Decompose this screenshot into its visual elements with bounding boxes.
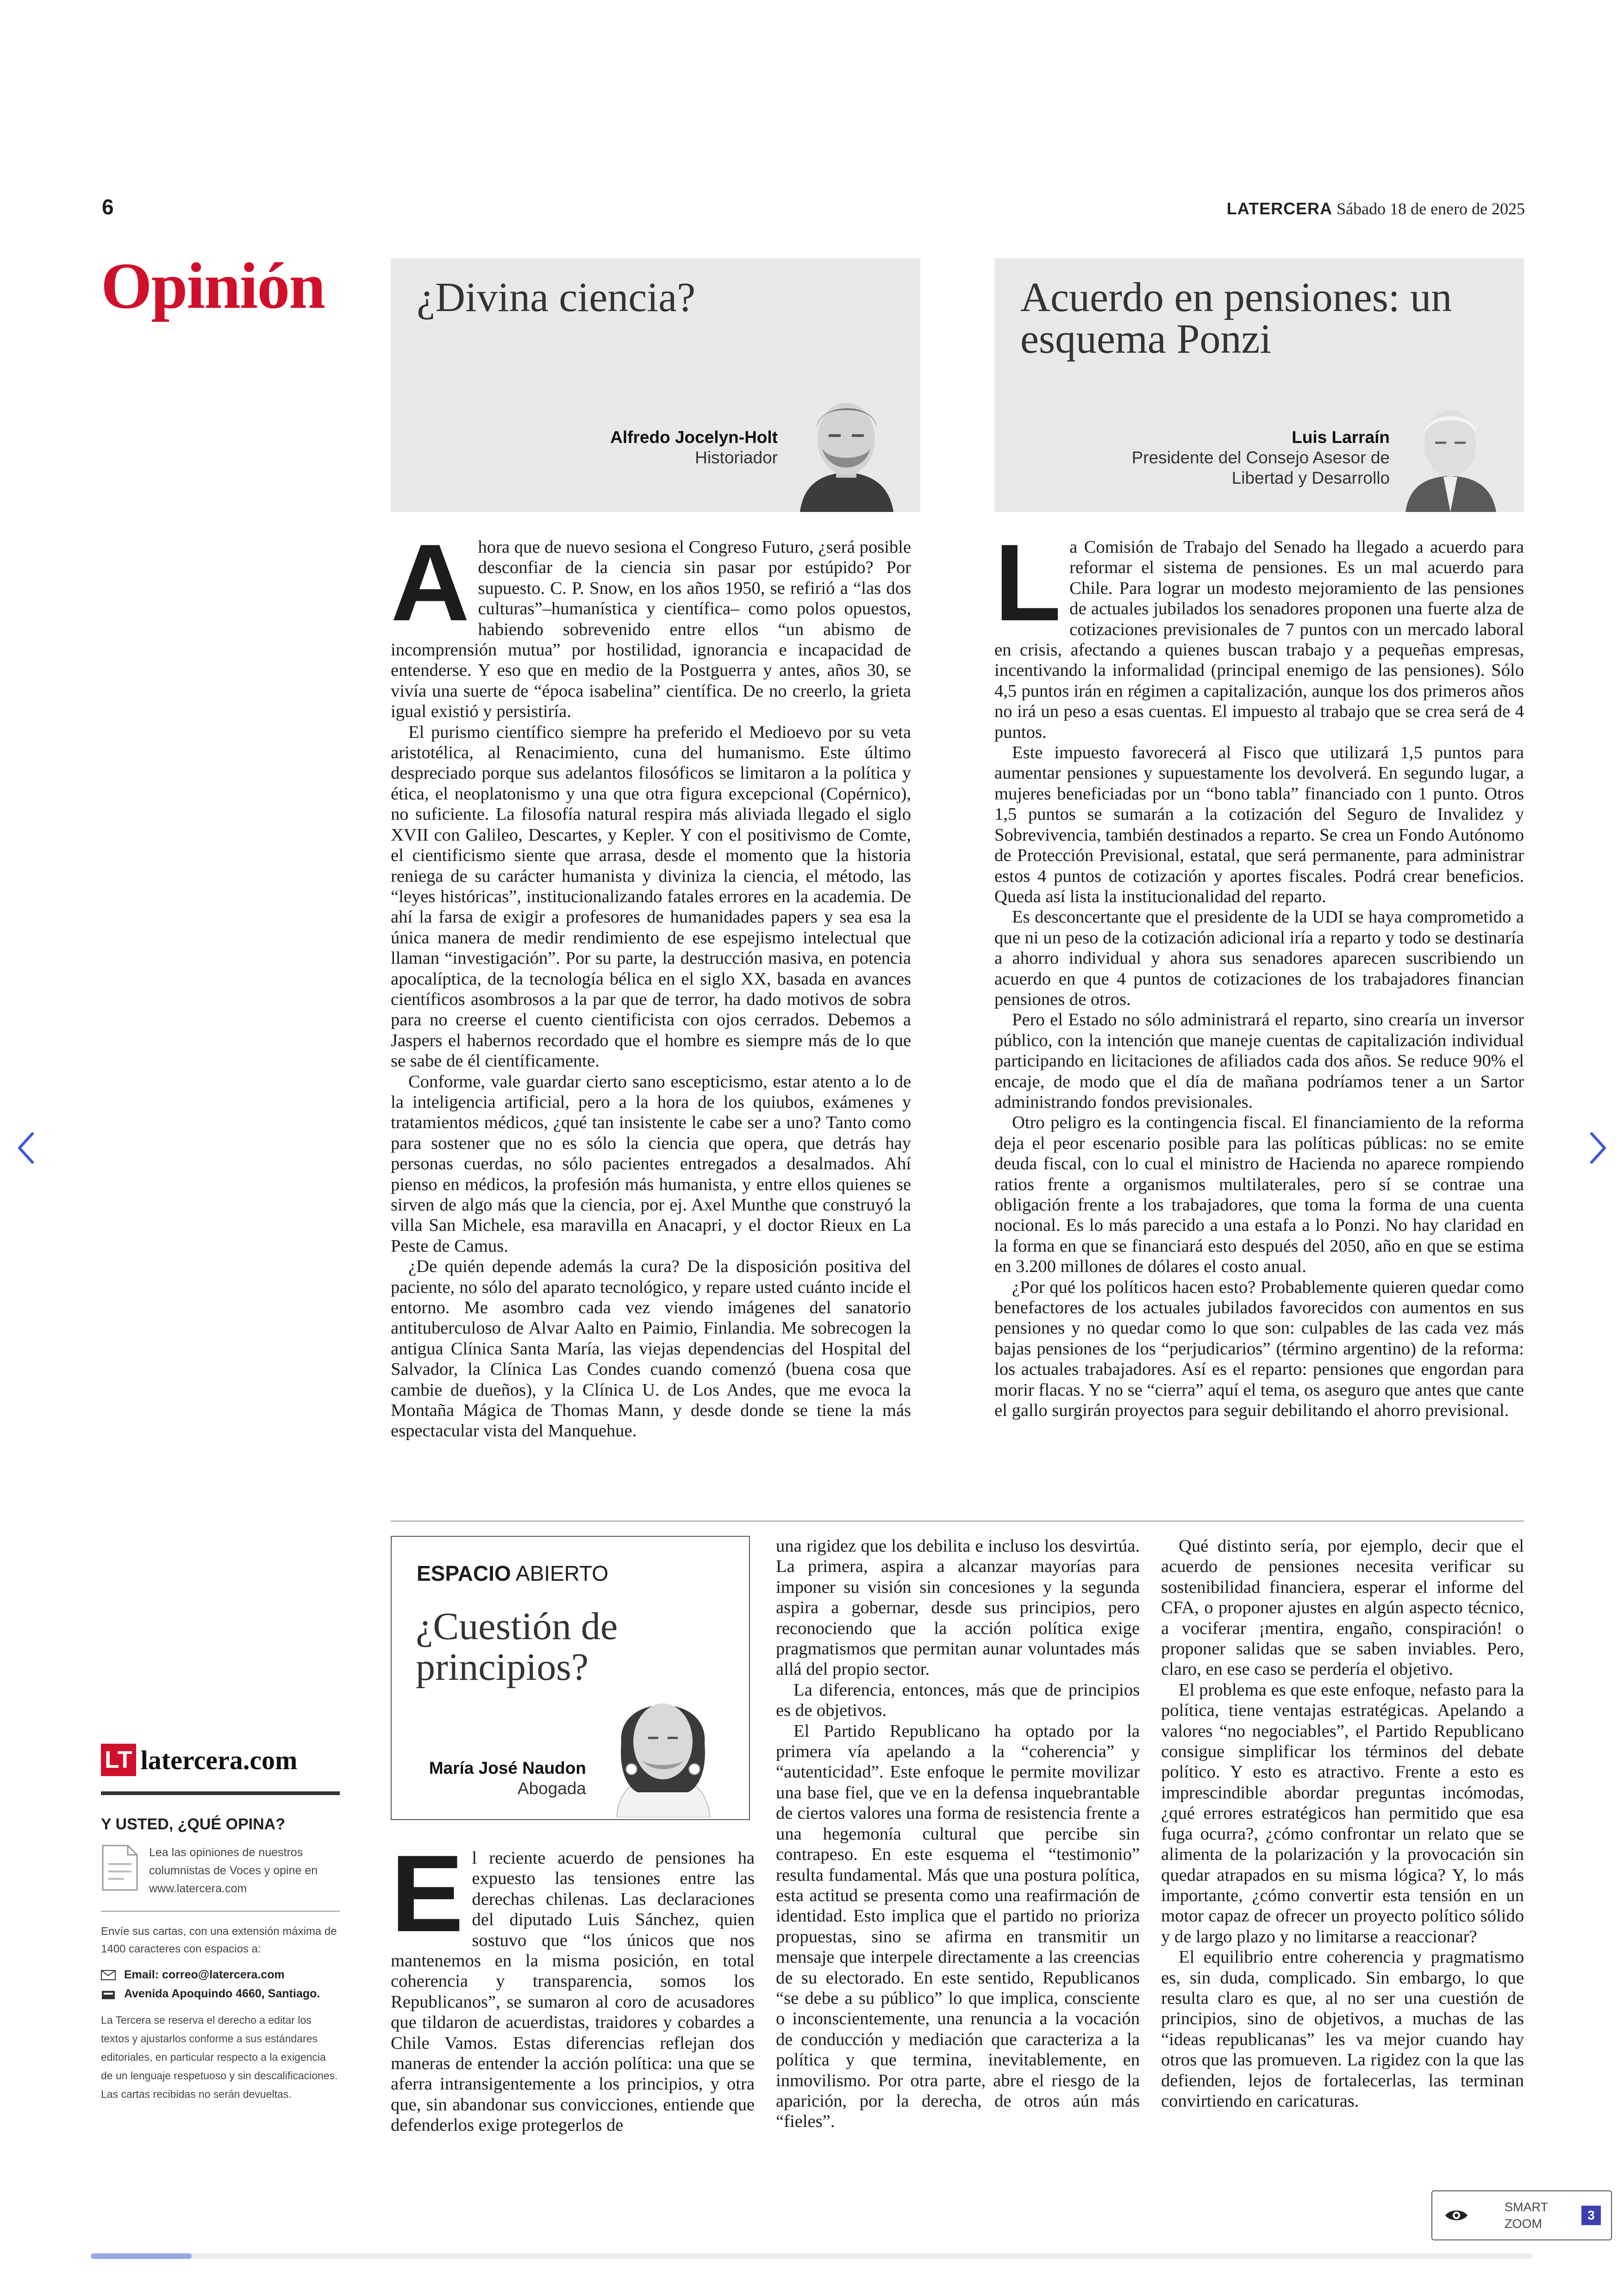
article3-column1	[391, 1833, 755, 2136]
article1-paragraph: El purismo científico siempre ha preferido el Medioevo por su veta aristotélica, al Renacimiento, cuna del humanismo. Este último despreciado porque sus adelantos filosóficos se limitaron a la política y ética, el neoplatonismo y una que otra figura excepcional (Copérnico), no suficiente. La filosofía natural respira más aliviada llegado el siglo XVII con Galileo, Descartes, y Kepler. Y con el positivismo de Comte, el cientificismo siente que arrasa, desde el momento que la historia reniega de su carácter humanista y diviniza la ciencia, el método, las “leyes históricas”, institucionalizando fatales errores en la academia. De ahí la farsa de exigir a profesores de humanidades papers y sea esa la única manera de medir rendimiento de ese espejismo intelectual que llaman “investigación”. Por su parte, la destrucción masiva, en potencia apocalíptica, de la tecnología bélica en el siglo XX, basada en avances científicos asombrosos a la par que de terror, ha dado motivos de sobra para no creerse el cuento cientificista con ojos cerrados. Debemos a Jaspers el habernos recordado que el hombre es siempre más de lo que se sabe de él científicamente.	[391, 722, 911, 1071]
article1-author-photo	[795, 388, 897, 512]
article2-byline	[1103, 427, 1390, 488]
article2-author-name: Luis Larraín	[1292, 428, 1390, 447]
article3-kicker	[417, 1561, 608, 1586]
page-progress-track[interactable]	[91, 2253, 1533, 2259]
smart-zoom-badge: 3	[1581, 2206, 1601, 2225]
article3-paragraph: El problema es que este enfoque, nefasto para la política, tiene ventajas estratégicas. Apelando a valores “no negociables”, el Partido Republicano consigue simplificar los términos del debate político. Y esto es atractivo. Frente a esto es imprescindible abordar preguntas incómodas, ¿qué errores estratégicos han permitido que esa fuga ocurra?, ¿cómo confrontar un relato que se alimenta de la polarización y la provocación sin quedar atrapados en su misma lógica? Y, lo más importante, ¿cómo convertir esta tensión en un motor capaz de ofrecer un proyecto político sólido y de largo plazo y no limitarse a reaccionar?	[1161, 1680, 1524, 1946]
article2-author-photo	[1402, 397, 1499, 512]
article1-paragraph: Conforme, vale guardar cierto sano escepticismo, estar atento a lo de la inteligencia artificial, pero a la hora de los quiubos, exámenes y tratamientos médicos, ¿qué tan insistente le cabe ser a uno? Tanto como para sostener que no es sólo la ciencia que opera, que detrás hay personas cuerdas, no sólo pacientes entregados a desalmados. Ahí pienso en médicos, la profesión más humanista, y entre ellos quienes se sirven de algo más que la ciencia, por ej. Axel Munthe que construyó la villa San Michele, esa maravilla en Anacapri, y el doctor Rieux en La Peste de Camus.	[391, 1072, 911, 1256]
smart-zoom-label	[1505, 2199, 1548, 2232]
smart-zoom-button[interactable]	[1431, 2190, 1612, 2240]
article1-byline	[610, 427, 778, 468]
article1-author-name: Alfredo Jocelyn-Holt	[610, 428, 778, 447]
mailbox-icon	[101, 1988, 116, 2000]
masthead	[1227, 199, 1525, 218]
article1-author-role: Historiador	[695, 448, 778, 467]
article2-title: Acuerdo en pensiones: un esquema Ponzi	[1020, 274, 1452, 362]
sidebar-rule	[101, 1791, 340, 1795]
sidebar-email-row[interactable]	[101, 1968, 340, 1982]
article3-paragraph: El Partido Republicano ha optado por la primera vía apelando a la “coherencia” y “autenticidad”. Este enfoque le permite movilizar una base fiel, que ve en la defensa inquebrantable de ciertos valores una forma de resistencia frente a una hegemonía cultural que percibe sin contrapeso. En este esquema el “testimonio” resulta fundamental. Más que una postura política, esta actitud se presenta como una reafirmación de identidad. Esto implica que el partido no prioriza propuestas, sino se afirma en transmitir un mensaje que interpele directamente a las creencias de su electorado. En este sentido, Republicanos “se debe a su público” lo que implica, consciente o inconscientemente, una renuncia a la vocación de conducción y mediación que caracteriza a la política y que termina, inevitablemente, en inmovilismo. Por otra parte, abre el riesgo de la aparición, por la derecha, de otros aún más “fieles”.	[776, 1721, 1140, 2132]
sidebar-logo-text: latercera.com	[140, 1745, 298, 1775]
article1-paragraph: hora que de nuevo sesiona el Congreso Futuro, ¿será posible desconfiar de la ciencia sin pasar por estúpido? Por supuesto. C. P. Snow, en los años 1950, se refirió a “las dos culturas”–humanística y científica– como polos opuestos, habiendo sobrevenido entre ellos “un abismo de incomprensión mutua” por hostilidad, ignorancia e incapacidad de entenderse. Y eso que en medio de la Postguerra y antes, años 30, se vivía una suerte de “época isabelina” científica. De no creerlo, la grieta igual existió y persistiría.	[391, 537, 911, 722]
article2-paragraph: Es desconcertante que el presidente de la UDI se haya comprometido a que ni un peso de la cotización adicional iría a reparto y todo se destinaría a ahorro individual y ahora sus senadores aparecen suscribiendo un acuerdo en que 4 puntos de cotizaciones de los trabajadores financian pensiones de otros.	[994, 907, 1524, 1009]
article3-kicker-rest: ABIERTO	[515, 1561, 609, 1585]
article2-author-role: Presidente del Consejo Asesor de Libertad y Desarrollo	[1131, 448, 1390, 487]
article3-paragraph: La diferencia, entonces, más que de principios es de objetivos.	[776, 1680, 1140, 1721]
sidebar-logo[interactable]	[101, 1741, 340, 1778]
article2-paragraph: Este impuesto favorecerá al Fisco que utilizará 1,5 puntos para aumentar pensiones y supuestamente los devolverá. En segundo lugar, a mujeres beneficiadas por un “bono tabla” financiado con 1 punto. Otros 1,5 puntos se sumarán a la cotización del Seguro de Invalidez y Sobrevivencia, también destinados a reparto. Se crea un Fondo Autónomo de Protección Previsional, estatal, que será permanente, para administrar estos 4 puntos de cotización y aportes fiscales. Podrá crear beneficios. Queda así lista la institucionalidad del reparto.	[994, 743, 1524, 906]
article2-paragraph: ¿Por qué los políticos hacen esto? Probablemente quieren quedar como benefactores de los actuales jubilados favorecidos con aumentos en sus pensiones y no quedar como lo que son: culpables de las cada vez más bajas pensiones de los “perjudicarios” (término argentino) de la reforma: los actuales trabajadores. Así es el reparto: pensiones que engordan para morir flacas. Y no se “cierra” aquí el tema, os aseguro que antes que cante el gallo surgirán proyectos para seguir debilitando el ahorro previsional.	[994, 1277, 1524, 1421]
article3-author-photo	[603, 1674, 723, 1817]
article3-author-name: María José Naudon	[429, 1759, 586, 1777]
article3-drop-cap: E	[391, 1833, 464, 1955]
masthead-brand: LATERCERA	[1226, 199, 1333, 218]
article1-body	[391, 522, 911, 1441]
article2-paragraph: Otro peligro es la contingencia fiscal. El financiamiento de la reforma deja el peor escenario posible para las políticas públicas: no se emite deuda fiscal, con lo cual el ministro de Hacienda no aparece rompiendo ratios frente a organismos multilaterales, pero sí se contrae una obligación frente a los trabajadores, que toma la forma de una cuenta nocional. Es lo más parecido a una estafa a lo Ponzi. No hay claridad en la forma en que se financiará esto después del 2050, año en que se estima en 3.200 millones de dólares el costo anual.	[994, 1113, 1524, 1277]
article3-column3	[1161, 1536, 1524, 2111]
chevron-left-icon	[17, 1132, 35, 1164]
article1-drop-cap: A	[391, 522, 470, 644]
smart-zoom-label-line1: SMART	[1505, 2200, 1549, 2214]
sidebar-instructions: Envíe sus cartas, con una extensión máxima de 1400 caracteres con espacios a:	[101, 1925, 337, 1955]
masthead-date: Sábado 18 de enero de 2025	[1337, 200, 1525, 218]
article3-kicker-bold: ESPACIO	[417, 1561, 511, 1585]
article2-header	[994, 258, 1524, 512]
article2-paragraph: a Comisión de Trabajo del Senado ha llegado a acuerdo para reformar el sistema de pensiones. Es un mal acuerdo para Chile. Para lograr un modesto mejoramiento de las pensiones de actuales jubilados los senadores proponen una fuerte alza de cotizaciones previsionales de 7 puntos con un mercado laboral en crisis, afectando a quienes buscan trabajo y a pequeñas empresas, incentivando la informalidad (principal enemigo de las pensiones). Sólo 4,5 puntos irán en régimen a capitalización, aunque los dos primeros años no irá un peso a esas cuentas. El impuesto al trabajo que se crea será de 4 puntos.	[994, 537, 1524, 742]
article3-title: ¿Cuestión de principios?	[416, 1605, 618, 1689]
sidebar-email[interactable]: Email: correo@latercera.com	[124, 1968, 285, 1981]
article1-title: ¿Divina ciencia?	[417, 274, 696, 320]
email-icon	[101, 1970, 116, 1980]
article3-paragraph: Qué distinto sería, por ejemplo, decir que el acuerdo de pensiones necesita verificar su sostenibilidad financiera, esperar el informe del CFA, o proponer ajustes en algún aspecto técnico, a vociferar ¡mentira, engaño, conspiración! o proponer salidas que se saben inviables. Pero, claro, en ese caso se perdería el objetivo.	[1161, 1536, 1524, 1679]
article1-header	[391, 258, 920, 512]
article3-paragraph: El equilibrio entre coherencia y pragmatismo es, sin duda, complicado. Sin embargo, lo que resulta claro es que, al no ser una cuestión de principios, sino de objetivos, a muchas de las “ideas republicanas” les va mejor cuando hay otros que las promueven. La rigidez con la que las defienden, lejos de fortalecerlas, las terminan convirtiendo en caricaturas.	[1161, 1947, 1524, 2111]
article2-paragraph: Pero el Estado no sólo administrará el reparto, sino crearía un inversor público, con la intención que maneje cuentas de capitalización individual participando en licitaciones de afiliados cada dos años. Se reduce 90% el encaje, de modo que el día de mañana podríamos tener a un Sartor administrando fondos previsionales.	[994, 1010, 1524, 1112]
article1-paragraph: ¿De quién depende además la cura? De la disposición positiva del paciente, no sólo del aparato tecnológico, y repare usted cuánto incide el entorno. Me asombro cada vez viendo imágenes del sanatorio antituberculoso de Alvar Aalto en Paimio, Finlandia. Me sobrecogen la antigua Clínica Santa María, las viejas dependencias del Hospital del Salvador, la Clínica Las Condes cuando comenzó (buena cosa que cambie de dueños), y la Clínica U. de Los Andes, que me evoca la Montaña Mágica de Thomas Mann, y desde donde se tiene la más espectacular vista del Manquehue.	[391, 1257, 911, 1441]
document-icon	[101, 1844, 139, 1892]
sidebar-address: Avenida Apoquindo 4660, Santiago.	[124, 1987, 320, 2000]
sidebar-address-row	[101, 1987, 340, 2001]
article3-author-role: Abogada	[517, 1779, 586, 1798]
previous-page-button[interactable]	[3, 1125, 49, 1171]
article3-paragraph: una rigidez que los debilita e incluso los desvirtúa. La primera, aspira a alcanzar mayorías para imponer su visión sin concesiones y la segunda aspira a gobernar, desde sus principios, pero reconociendo que la acción política exige pragmatismos que permitan aunar voluntades más allá del propio sector.	[776, 1536, 1140, 1679]
section-divider	[391, 1521, 1524, 1522]
sidebar-rule	[101, 1911, 340, 1912]
sidebar-letters	[101, 1741, 340, 2103]
sidebar-lead-row	[101, 1844, 340, 1898]
section-title: Opinión	[101, 249, 325, 322]
eye-icon	[1444, 2208, 1468, 2223]
sidebar-lead: Lea las opiniones de nuestros columnistas de Voces y opine en www.latercera.com	[149, 1846, 318, 1895]
article3-paragraph: l reciente acuerdo de pensiones ha expuesto las tensiones entre las derechas chilenas. Las declaraciones del diputado Luis Sánchez, quien sostuvo que “los únicos que nos mantenemos en la misma posición, en total coherencia y transparencia, somos los Republicanos”, se sumaron al coro de acusadores que tildaron de acuerdistas, traidores y cobardes a Chile Vamos. Estas diferencias reflejan dos maneras de entender la acción política: una que se aferra intransigentemente a los principios, y otra que, sin abandonar sus convicciones, entiende que defenderlos exige protegerlos de	[391, 1848, 755, 2135]
article2-drop-cap: L	[994, 522, 1062, 644]
article3-header	[391, 1536, 750, 1820]
article3-column2	[776, 1536, 1140, 2132]
sidebar-logo-mark: LT	[101, 1744, 136, 1776]
page-progress-fill	[91, 2253, 192, 2259]
sidebar-heading: Y USTED, ¿QUÉ OPINA?	[101, 1815, 285, 1833]
page-number: 6	[102, 195, 114, 219]
chevron-right-icon	[1589, 1132, 1607, 1164]
next-page-button[interactable]	[1575, 1125, 1621, 1171]
article3-byline	[429, 1758, 586, 1799]
sidebar-disclaimer: La Tercera se reserva el derecho a editar los textos y ajustarlos conforme a sus estándares editoriales, en particular respecto a la exigencia de un lenguaje respetuoso y sin descalificaciones. Las cartas recibidas no serán devueltas.	[101, 2014, 338, 2100]
article2-body	[994, 522, 1524, 1421]
smart-zoom-label-line2: ZOOM	[1505, 2217, 1542, 2231]
